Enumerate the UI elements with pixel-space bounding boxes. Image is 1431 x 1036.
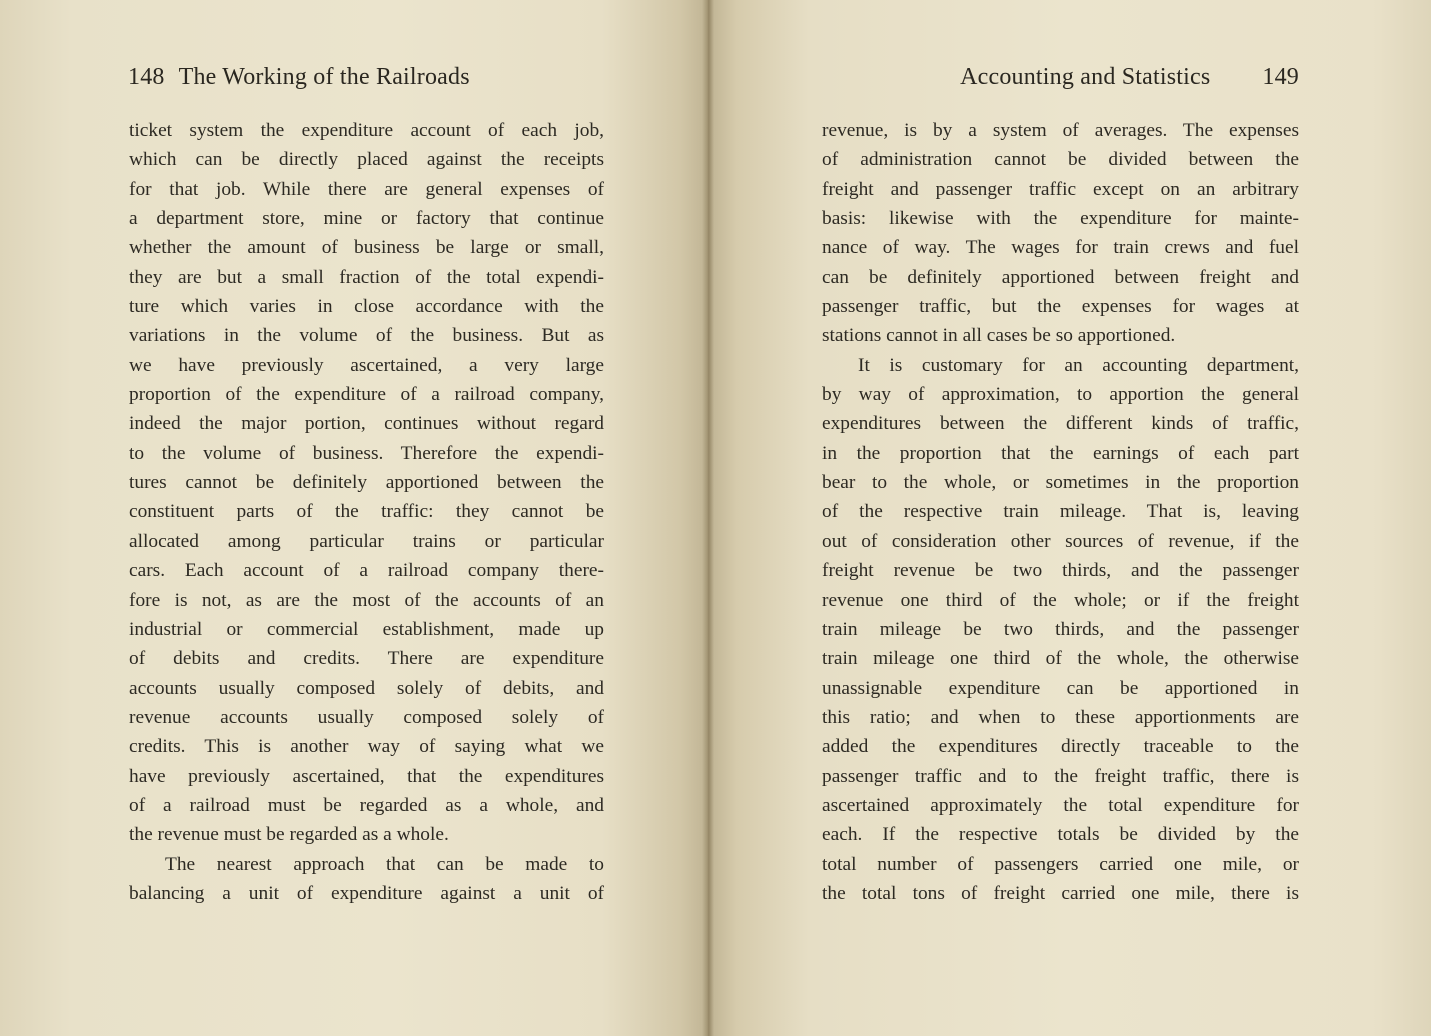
text-line: proportion of the expenditure of a railroad company, <box>129 384 604 406</box>
text-line: this ratio; and when to these apportionments are <box>822 706 1299 728</box>
text-line: revenue one third of the whole; or if the freight <box>822 589 1299 611</box>
text-line: in the proportion that the earnings of each part <box>822 442 1299 464</box>
text-line: have previously ascertained, that the expenditures <box>129 765 604 787</box>
text-line: of a railroad must be regarded as a whole, and <box>129 794 604 816</box>
text-line: The nearest approach that can be made to <box>165 853 604 875</box>
book-gutter <box>702 0 714 1036</box>
text-line: they are but a small fraction of the total expendi- <box>129 266 604 288</box>
right-running-head <box>960 64 1299 91</box>
text-line: balancing a unit of expenditure against a unit of <box>129 882 604 904</box>
text-line: freight revenue be two thirds, and the passenger <box>822 560 1299 582</box>
left-body-text <box>129 116 604 908</box>
text-line: industrial or commercial establishment, made up <box>129 618 604 640</box>
text-line: cars. Each account of a railroad company there- <box>129 560 604 582</box>
text-line: passenger traffic, but the expenses for wages at <box>822 296 1299 318</box>
text-line: of debits and credits. There are expenditure <box>129 648 604 670</box>
text-line: nance of way. The wages for train crews and fuel <box>822 237 1299 259</box>
text-line: ascertained approximately the total expenditure for <box>822 794 1299 816</box>
text-line: a department store, mine or factory that continue <box>129 208 604 230</box>
text-line: freight and passenger traffic except on an arbitrary <box>822 178 1299 200</box>
text-line: the total tons of freight carried one mile, there is <box>822 882 1299 904</box>
text-line: It is customary for an accounting department, <box>858 354 1299 376</box>
text-line: unassignable expenditure can be apportioned in <box>822 677 1299 699</box>
left-running-head <box>128 64 470 91</box>
text-line: variations in the volume of the business. But as <box>129 325 604 347</box>
text-line: allocated among particular trains or particular <box>129 530 604 552</box>
text-line: to the volume of business. Therefore the expendi- <box>129 442 604 464</box>
text-line: stations cannot in all cases be so apportioned. <box>822 325 1176 347</box>
text-line: of administration cannot be divided between the <box>822 149 1299 171</box>
text-line: accounts usually composed solely of debits, and <box>129 677 604 699</box>
text-line: revenue accounts usually composed solely of <box>129 706 604 728</box>
text-line: total number of passengers carried one mile, or <box>822 853 1299 875</box>
text-line: tures cannot be definitely apportioned between the <box>129 472 604 494</box>
text-line: bear to the whole, or sometimes in the proportion <box>822 472 1299 494</box>
text-line: credits. This is another way of saying what we <box>129 736 604 758</box>
text-line: constituent parts of the traffic: they cannot be <box>129 501 604 523</box>
text-line: by way of approximation, to apportion the general <box>822 384 1299 406</box>
text-line: passenger traffic and to the freight traffic, there is <box>822 765 1299 787</box>
right-body-text <box>822 116 1299 908</box>
text-line: fore is not, as are the most of the accounts of an <box>129 589 604 611</box>
text-line: the revenue must be regarded as a whole. <box>129 824 449 846</box>
text-line: of the respective train mileage. That is, leaving <box>822 501 1299 523</box>
text-line: train mileage be two thirds, and the passenger <box>822 618 1299 640</box>
text-line: whether the amount of business be large or small, <box>129 237 604 259</box>
text-line: which can be directly placed against the receipts <box>129 149 604 171</box>
text-line: train mileage one third of the whole, the otherwise <box>822 648 1299 670</box>
text-line: ticket system the expenditure account of each job, <box>129 120 604 141</box>
left-page <box>0 0 708 1036</box>
right-running-title: Accounting and Statistics <box>960 64 1211 90</box>
text-line: indeed the major portion, continues without regard <box>129 413 604 435</box>
left-running-title: The Working of the Railroads <box>178 64 470 90</box>
right-page <box>708 0 1431 1036</box>
text-line: ture which varies in close accordance with the <box>129 296 604 318</box>
text-line: each. If the respective totals be divided by the <box>822 824 1299 846</box>
text-line: can be definitely apportioned between freight and <box>822 266 1299 288</box>
text-line: out of consideration other sources of revenue, if the <box>822 530 1299 552</box>
text-line: for that job. While there are general expenses of <box>129 178 604 200</box>
right-page-number: 149 <box>1262 64 1299 90</box>
text-line: revenue, is by a system of averages. The expenses <box>822 120 1299 141</box>
text-line: we have previously ascertained, a very large <box>129 354 604 376</box>
text-line: added the expenditures directly traceable to the <box>822 736 1299 758</box>
text-line: basis: likewise with the expenditure for mainte- <box>822 208 1299 230</box>
left-page-number: 148 <box>128 64 165 90</box>
text-line: expenditures between the different kinds of traffic, <box>822 413 1299 435</box>
